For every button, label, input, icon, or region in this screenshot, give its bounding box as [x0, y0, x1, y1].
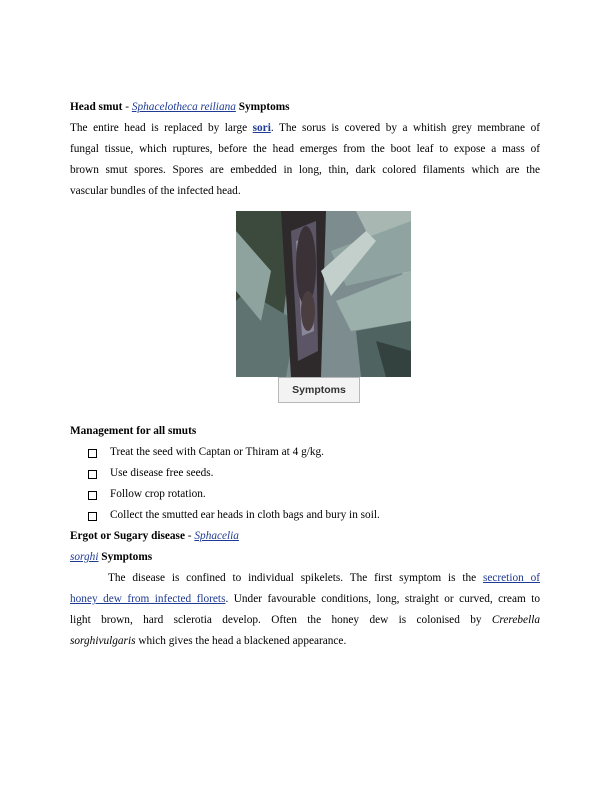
text-run: . The sorus is covered by a whitish grey membrane of	[270, 122, 540, 134]
list-item-text: Follow crop rotation.	[110, 488, 206, 500]
sorghum-plant-image	[236, 211, 411, 377]
honey-dew-link[interactable]: secretion of	[482, 572, 540, 584]
sphacelia-sorghi-link-part2[interactable]: sorghi	[70, 551, 99, 563]
figure-caption: Symptoms	[278, 377, 360, 403]
head-smut-paragraph	[70, 118, 540, 202]
document-page	[70, 97, 540, 652]
species-name: sorghivulgaris	[70, 635, 136, 647]
text-run: which gives the head a blackened appearance.	[135, 635, 347, 647]
list-item	[70, 442, 540, 463]
paragraph-line: vascular bundles of the infected head.	[70, 185, 241, 197]
text-run: The entire head is replaced by large	[70, 122, 253, 134]
honey-dew-link-cont[interactable]: honey dew from infected florets	[70, 593, 226, 605]
symptoms-label: Symptoms	[98, 551, 153, 563]
head-smut-title: Head smut	[70, 101, 123, 113]
text-run: The disease is confined to individual spikelets. The first symptom is the	[108, 572, 483, 584]
sphacelotheca-reiliana-link[interactable]: Sphacelotheca reiliana	[131, 101, 236, 113]
head-smut-photo	[236, 211, 411, 377]
checkbox-bullet-icon	[88, 491, 97, 500]
list-item-text: Collect the smutted ear heads in cloth bags and bury in soil.	[110, 509, 380, 521]
list-item-text: Use disease free seeds.	[110, 467, 214, 479]
text-run: light brown, hard sclerotia develop. Often the honey dew is colonised by	[70, 614, 492, 626]
list-item	[70, 505, 540, 526]
checkbox-bullet-icon	[88, 512, 97, 521]
ergot-paragraph	[70, 568, 540, 652]
paragraph-line	[70, 568, 540, 589]
species-name: Crerebella	[491, 614, 540, 626]
paragraph-line	[70, 610, 540, 631]
checkbox-bullet-icon	[88, 470, 97, 479]
management-list	[70, 442, 540, 526]
paragraph-line	[70, 589, 540, 610]
management-heading: Management for all smuts	[70, 425, 197, 437]
list-item-text: Treat the seed with Captan or Thiram at 4 g/kg.	[110, 446, 324, 458]
ergot-title: Ergot or Sugary disease	[70, 530, 185, 542]
paragraph-line	[70, 118, 540, 139]
heading-separator: -	[184, 530, 195, 542]
list-item	[70, 484, 540, 505]
head-smut-figure	[70, 211, 540, 421]
sori-link[interactable]: sori	[252, 122, 271, 134]
ergot-heading-cont	[70, 547, 540, 568]
sphacelia-sorghi-link-part1[interactable]: Sphacelia	[194, 530, 239, 542]
symptoms-label: Symptoms	[235, 101, 290, 113]
list-item	[70, 463, 540, 484]
text-run: . Under favourable conditions, long, straight or curved, cream to	[225, 593, 540, 605]
paragraph-line	[70, 631, 540, 652]
checkbox-bullet-icon	[88, 449, 97, 458]
heading-separator: -	[122, 101, 132, 113]
paragraph-line: brown smut spores. Spores are embedded in long, thin, dark colored filaments which are the	[70, 164, 540, 176]
ergot-heading	[70, 526, 540, 547]
paragraph-line: fungal tissue, which ruptures, before the head emerges from the boot leaf to expose a mass of	[70, 143, 540, 155]
head-smut-heading	[70, 97, 540, 118]
